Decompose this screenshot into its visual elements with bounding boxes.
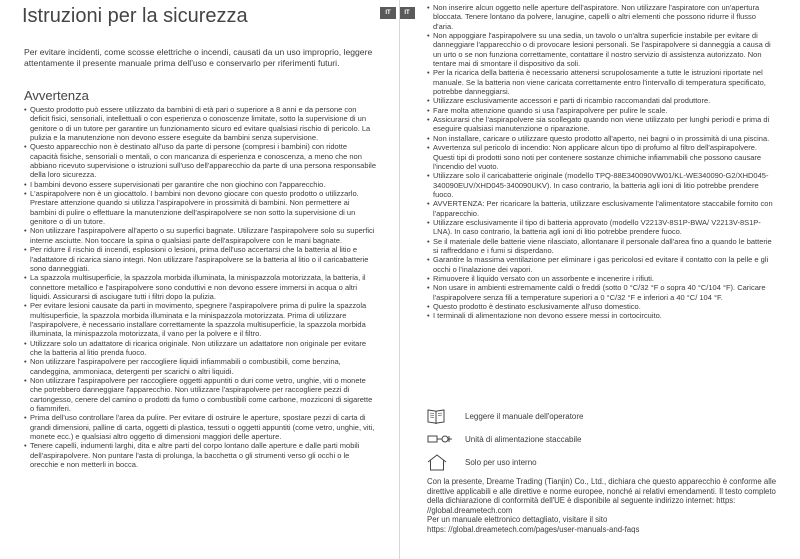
symbol-row bbox=[427, 405, 777, 427]
list-item: • Per la ricarica della batteria è necessario attenersi scrupolosamente a tutte le istruzioni riportate nel manuale. Se la batteria non viene caricata correttamente entro l'intervallo di temperatura specificato, potrebbe danneggiarsi. bbox=[427, 68, 777, 96]
column-divider bbox=[399, 0, 400, 559]
symbol-label: Solo per uso interno bbox=[465, 457, 537, 467]
list-item: • Fare molta attenzione quando si usa l'aspirapolvere per pulire le scale. bbox=[427, 106, 777, 115]
list-item: • I bambini devono essere supervisionati per garantire che non giochino con l'apparecchio. bbox=[24, 180, 376, 189]
list-item: • Tenere capelli, indumenti larghi, dita e altre parti del corpo lontano dalle aperture e dalle parti mobili dell'aspirapolvere. Non puntare l'asta di prolunga, la bacchetta o gli strumenti verso gli occhi o le orecchie e non metterli in bocca. bbox=[24, 441, 376, 469]
list-item: • Rimuovere il liquido versato con un assorbente e incenerire i rifiuti. bbox=[427, 274, 777, 283]
list-item: • L'aspirapolvere non è un giocattolo. I bambini non devono giocare con questo prodotto o utilizzarlo. Prestare attenzione quando si utilizza l'aspirapolvere in prossimità di bambini. Non permettere ai bambini di pulire o effettuare la manutenzione dell'aspirapolvere se non sotto la supervisione di un genitore o di un tutore. bbox=[24, 189, 376, 226]
book-icon bbox=[427, 408, 457, 424]
list-item: • Prima dell'uso controllare l'area da pulire. Per evitare di ostruire le aperture, spostare pezzi di carta di grandi dimensioni, palline di carta, oggetti di plastica, tessuti o oggetti appuntiti (come vetro, unghie, viti, monete ecc.) e qualsiasi altro oggetto di dimensioni maggiori delle aperture. bbox=[24, 413, 376, 441]
list-item: • Utilizzare esclusivamente accessori e parti di ricambio raccomandati dal produttore. bbox=[427, 96, 777, 105]
symbol-row bbox=[427, 451, 777, 473]
list-item: • Non inserire alcun oggetto nelle aperture dell'aspiratore. Non utilizzare l'aspiratore con un'apertura bloccata. Tenere lontano da polvere, lanugine, capelli o altri elementi che possono ridurre il flusso d'aria. bbox=[427, 3, 777, 31]
list-item: • Questo prodotto può essere utilizzato da bambini di età pari o superiore a 8 anni e da persone con deficit fisici, sensoriali, intellettuali o con esperienza o conoscenze limitate, sotto la supervisione di un genitore o di un tutore per garantire un funzionamento sicuro ed evitare qualsiasi rischio di pericolo. La pulizia e la manutenzione non devono essere eseguite da bambini senza supervisione. bbox=[24, 105, 376, 142]
symbol-row bbox=[427, 428, 777, 450]
detachable-power-supply-icon bbox=[427, 433, 457, 445]
list-item: • Per ridurre il rischio di incendi, esplosioni o lesioni, prima dell'uso accertarsi che la batteria al litio e l'adattatore di ricarica siano integri. Non utilizzare l'aspirapolvere se la batteria al litio o il caricabatterie sono danneggiati. bbox=[24, 245, 376, 273]
list-item: • Non usare in ambienti estremamente caldi o freddi (sotto 0 °C/32 °F o sopra 40 °C/104 °F). Caricare l'aspirapolvere senza fili a temperature superiori a 0 °C/32 °F e inferiori a 40 °C/ 104 °F. bbox=[427, 283, 777, 302]
list-item: • Non utilizzare l'aspirapolvere per raccogliere oggetti appuntiti o duri come vetro, unghie, viti o monete che potrebbero danneggiare l'apparecchio. Non utilizzare l'aspirapolvere per raccogliere pezzi di cartongesso, cenere del camino o prodotti da fumo o combustibili come carbone, mozziconi di sigarette o fiammiferi. bbox=[24, 376, 376, 413]
conformity-declaration: Con la presente, Dreame Trading (Tianjin) Co., Ltd., dichiara che questo apparecchio è conforme alle direttive applicabili e alle direttive e norme europee, nonché ai relativi emendamenti. Il testo completo della dichiarazione di conformità dell'UE è disponibile al seguente indirizzo internet: https: //global.dreametech.com bbox=[427, 477, 777, 515]
manual-note: Per un manuale elettronico dettagliato, visitare il sito bbox=[427, 515, 608, 525]
list-item: • Utilizzare solo il caricabatterie originale (modello TPQ-88E340090VW01/KL-WE340090-G2/XHD045-340090EUV/XHD045-340090UKV). In caso contrario, la batteria agli ioni di litio potrebbe prendere fuoco. bbox=[427, 171, 777, 199]
list-item: • AVVERTENZA: Per ricaricare la batteria, utilizzare esclusivamente l'alimentatore staccabile fornito con l'apparecchio. bbox=[427, 199, 777, 218]
language-tabs bbox=[380, 7, 415, 19]
list-item: • Questo apparecchio non è destinato all'uso da parte di persone (compresi i bambini) con ridotte capacità fisiche, sensoriali o mentali, o con mancanza di esperienza e conoscenza, a meno che non abbiano ricevuto supervisione o istruzioni sull'uso dell'apparecchio da parte di una persona responsabile della loro sicurezza. bbox=[24, 142, 376, 179]
page-title: Istruzioni per la sicurezza bbox=[22, 5, 248, 27]
symbol-label: Leggere il manuale dell'operatore bbox=[465, 411, 584, 421]
list-item: • Utilizzare solo un adattatore di ricarica originale. Non utilizzare un adattatore non originale per evitare che la batteria al litio prenda fuoco. bbox=[24, 339, 376, 358]
list-item: • Per evitare lesioni causate da parti in movimento, spegnere l'aspirapolvere prima di pulire la spazzola multisuperficie, la spazzola morbida illuminata e la minispazzola motorizzata. Prima di utilizzare l'aspirapolvere, è necessario installare correttamente la spazzola multisuperficie, la spazzola morbida illuminata, la minispazzola motorizzata, il vano per la polvere e il filtro. bbox=[24, 301, 376, 338]
list-item: • Non appoggiare l'aspirapolvere su una sedia, un tavolo o un'altra superficie instabile per evitare di danneggiare l'apparecchio o di provocare lesioni personali. Se l'aspirapolvere si danneggia a causa di un urto o se non funziona correttamente, contattare il nostro servizio di assistenza autorizzato. Non tentare mai di smontare il dispositivo da soli. bbox=[427, 31, 777, 68]
right-warning-list bbox=[427, 3, 777, 321]
list-item: • Non utilizzare l'aspirapolvere per raccogliere liquidi infiammabili o combustibili, come benzina, candeggina, ammoniaca, detergenti per scarichi o altri liquidi. bbox=[24, 357, 376, 376]
intro-paragraph: Per evitare incidenti, come scosse elettriche o incendi, causati da un uso improprio, leggere attentamente il presente manuale prima dell'uso e conservarlo per riferimenti futuri. bbox=[24, 47, 373, 69]
list-item: • I terminali di alimentazione non devono essere messi in cortocircuito. bbox=[427, 311, 777, 320]
list-item: • Garantire la massima ventilazione per eliminare i gas pericolosi ed evitare il contatto con la pelle e gli occhi o l'inalazione dei vapori. bbox=[427, 255, 777, 274]
list-item: • Non installare, caricare o utilizzare questo prodotto all'aperto, nei bagni o in prossimità di una piscina. bbox=[427, 134, 777, 143]
list-item: • Se il materiale delle batterie viene rilasciato, allontanare il personale dall'area fino a quando le batterie si raffreddano e i fumi si disperdano. bbox=[427, 237, 777, 256]
symbol-label: Unità di alimentazione staccabile bbox=[465, 434, 582, 444]
left-warning-list bbox=[24, 105, 376, 469]
list-item: • Avvertenza sul pericolo di incendio: Non applicare alcun tipo di profumo al filtro dell'aspirapolvere. Questi tipi di prodotti sono noti per contenere sostanze chimiche infiammabili che possono causare l'incendio del vuoto. bbox=[427, 143, 777, 171]
list-item: • Assicurarsi che l'aspirapolvere sia scollegato quando non viene utilizzato per lunghi periodi e prima di eseguire qualsiasi manutenzione o riparazione. bbox=[427, 115, 777, 134]
language-tab[interactable]: IT bbox=[380, 7, 396, 19]
list-item: • Non utilizzare l'aspirapolvere all'aperto o su superfici bagnate. Utilizzare l'aspirapolvere solo su superfici interne asciutte. Non toccare la spina o qualsiasi parte dell'aspirapolvere con le mani bagnate. bbox=[24, 226, 376, 245]
manual-link[interactable]: https: //global.dreametech.com/pages/user-manuals-and-faqs bbox=[427, 524, 640, 534]
list-item: • La spazzola multisuperficie, la spazzola morbida illuminata, la minispazzola motorizzata, la batteria, il connettore metallico e l'aspirapolvere sono conduttivi e non devono essere immersi in acqua o altri liquidi. Assicurarsi di asciugare tutti i filtri dopo la pulizia. bbox=[24, 273, 376, 301]
warning-heading: Avvertenza bbox=[24, 88, 89, 103]
symbol-legend bbox=[427, 405, 777, 474]
language-tab[interactable]: IT bbox=[399, 7, 415, 19]
house-icon bbox=[427, 454, 457, 471]
list-item: • Questo prodotto è destinato esclusivamente all'uso domestico. bbox=[427, 302, 777, 311]
declaration-footer bbox=[427, 477, 777, 535]
list-item: • Utilizzare esclusivamente il tipo di batteria approvato (modello V2213V-8S1P-BWA/ V2213V-8S1P-LNA). In caso contrario, la batteria agli ioni di litio potrebbe prendere fuoco. bbox=[427, 218, 777, 237]
